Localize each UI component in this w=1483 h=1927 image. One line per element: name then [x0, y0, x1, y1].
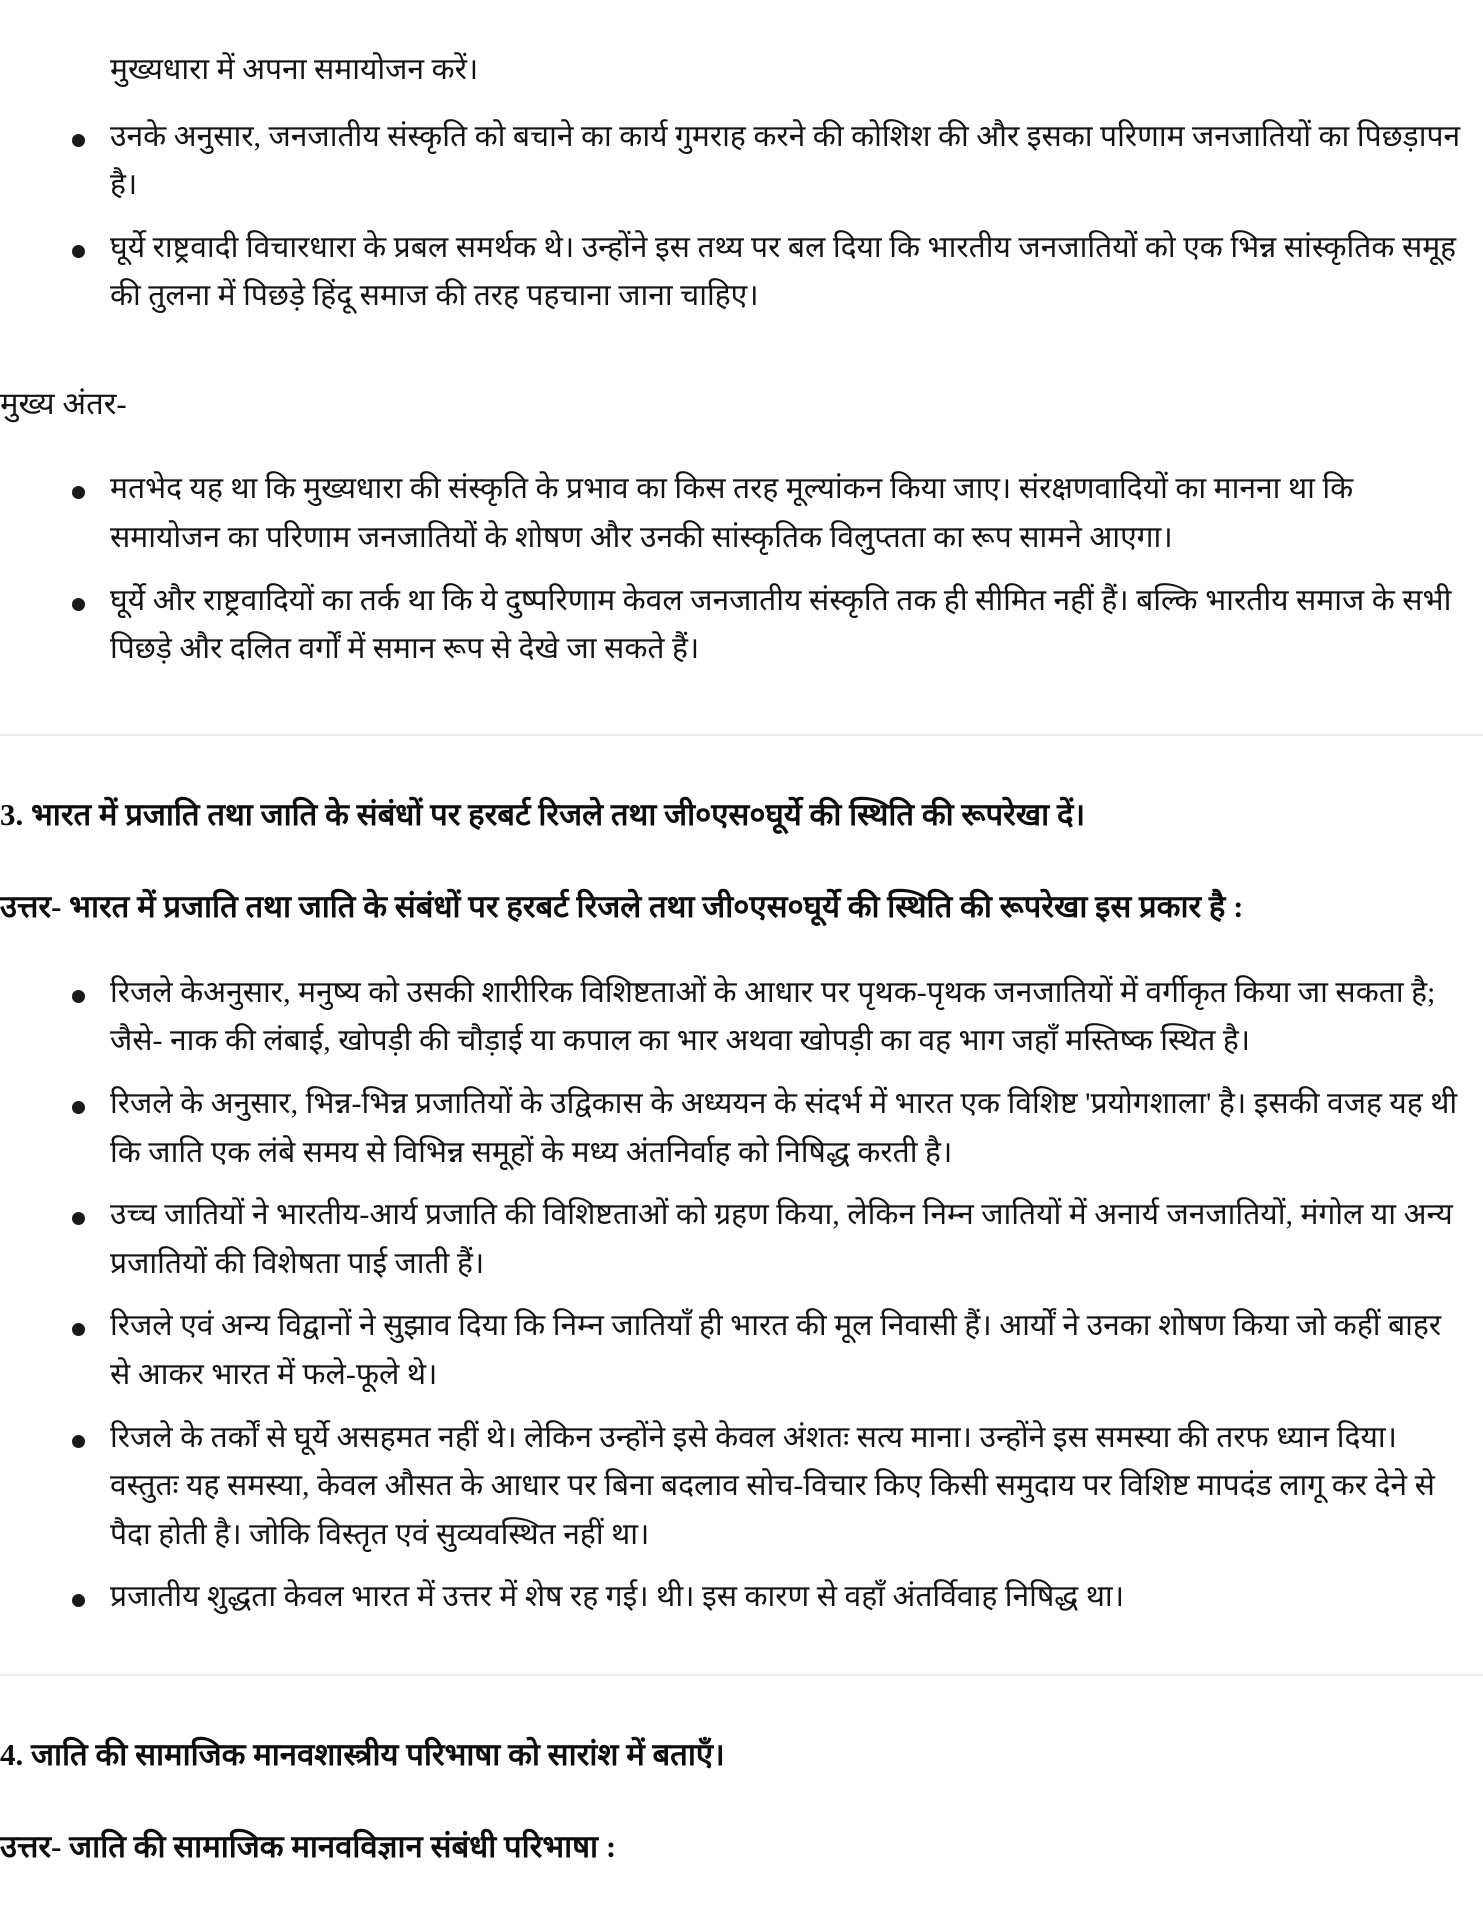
spacer: [0, 736, 1483, 792]
spacer: [0, 427, 1483, 465]
orphan-continuation-line: मुख्यधारा में अपना समायोजन करें।: [110, 53, 479, 86]
list-item: प्रजातीय शुद्धता केवल भारत में उत्तर में शेष रह गई। थी। इस कारण से वहाँ अंतर्विवाह निषिद्ध था।: [0, 1573, 1483, 1622]
section-tribal-debate: [0, 46, 1483, 674]
question-4-answer-lead: उत्तर- जाति की सामाजिक मानवविज्ञान संबंधी परिभाषा :: [0, 1829, 617, 1865]
list-item: घूर्ये राष्ट्रवादी विचारधारा के प्रबल समर्थक थे। उन्होंने इस तथ्य पर बल दिया कि भारतीय जनजातियों को एक भिन्न सांस्कृतिक समूह की तुलना में पिछड़े हिंदू समाज की तरह पहचाना जाना चाहिए।: [0, 224, 1483, 321]
subheading-main-difference: मुख्य अंतर-: [0, 385, 127, 421]
section-question-4: [0, 1732, 1483, 1871]
spacer: [0, 931, 1483, 969]
spacer: [0, 335, 1483, 381]
list-item: रिजले केअनुसार, मनुष्य को उसकी शारीरिक विशिष्टताओं के आधार पर पृथक-पृथक जनजातियों में वर्गीकृत किया जा सकता है; जैसे- नाक की लंबाई, खोपड़ी की चौड़ाई या कपाल का भार अथवा खोपड़ी का वह भाग जहाँ मस्तिष्क स्थित है।: [0, 969, 1483, 1066]
list-item: रिजले के तर्कों से घूर्ये असहमत नहीं थे। लेकिन उन्होंने इसे केवल अंशतः सत्य माना। उन्होंने इस समस्या की तरफ ध्यान दिया। वस्तुतः यह समस्या, केवल औसत के आधार पर बिना बदलाव सोच-विचार किए किसी समुदाय पर विशिष्ट मापदंड लागू कर देने से पैदा होती है। जोकि विस्तृत एवं सुव्यवस्थित नहीं था।: [0, 1414, 1483, 1560]
question-3-heading: 3. भारत में प्रजाति तथा जाति के संबंधों पर हरबर्ट रिजले तथा जी०एस०घूर्ये की स्थिति की रूपरेखा दें।: [0, 796, 1086, 832]
list-item: रिजले के अनुसार, भिन्न-भिन्न प्रजातियों के उद्विकास के अध्ययन के संदर्भ में भारत एक विशिष्ट 'प्रयोगशाला' है। इसकी वजह यह थी कि जाति एक लंबे समय से विभिन्न समूहों के मध्य अंतनिर्वाह को निषिद्ध करती है।: [0, 1080, 1483, 1177]
question-3-answer-bullet-list: [0, 969, 1483, 1622]
list-item: घूर्ये और राष्ट्रवादियों का तर्क था कि ये दुष्परिणाम केवल जनजातीय संस्कृति तक ही सीमित नहीं हैं। बल्कि भारतीय समाज के सभी पिछड़े और दलित वर्गों में समान रूप से देखे जा सकते हैं।: [0, 577, 1483, 674]
spacer: [0, 1778, 1483, 1824]
main-difference-bullet-list: [0, 465, 1483, 673]
question-3-answer-lead: उत्तर- भारत में प्रजाति तथा जाति के संबंधों पर हरबर्ट रिजले तथा जी०एस०घूर्ये की स्थिति की रूपरेखा इस प्रकार है :: [0, 889, 1244, 925]
spacer: [0, 838, 1483, 884]
spacer: [0, 95, 1483, 113]
list-item: रिजले एवं अन्य विद्वानों ने सुझाव दिया कि निम्न जातियाँ ही भारत की मूल निवासी हैं। आर्यों ने उनका शोषण किया जो कहीं बाहर से आकर भारत में फले-फूले थे।: [0, 1302, 1483, 1399]
list-item: मतभेद यह था कि मुख्यधारा की संस्कृति के प्रभाव का किस तरह मूल्यांकन किया जाए। संरक्षणवादियों का मानना था कि समायोजन का परिणाम जनजातियों के शोषण और उनकी सांस्कृतिक विलुप्तता का रूप सामने आएगा।: [0, 465, 1483, 562]
section-1-bullet-list: [0, 113, 1483, 321]
list-item: उच्च जातियों ने भारतीय-आर्य प्रजाति की विशिष्टताओं को ग्रहण किया, लेकिन निम्न जातियों में अनार्य जनजातियों, मंगोल या अन्य प्रजातियों की विशेषता पाई जाती हैं।: [0, 1191, 1483, 1288]
spacer: [0, 688, 1483, 734]
spacer: [0, 1636, 1483, 1674]
question-4-heading: 4. जाति की सामाजिक मानवशास्त्रीय परिभाषा को सारांश में बताएँ।: [0, 1736, 725, 1772]
section-question-3: [0, 792, 1483, 1622]
list-item: उनके अनुसार, जनजातीय संस्कृति को बचाने का कार्य गुमराह करने की कोशिश की और इसका परिणाम जनजातियों का पिछड़ापन है।: [0, 113, 1483, 210]
spacer: [0, 1676, 1483, 1732]
top-spacer: [0, 0, 1483, 46]
